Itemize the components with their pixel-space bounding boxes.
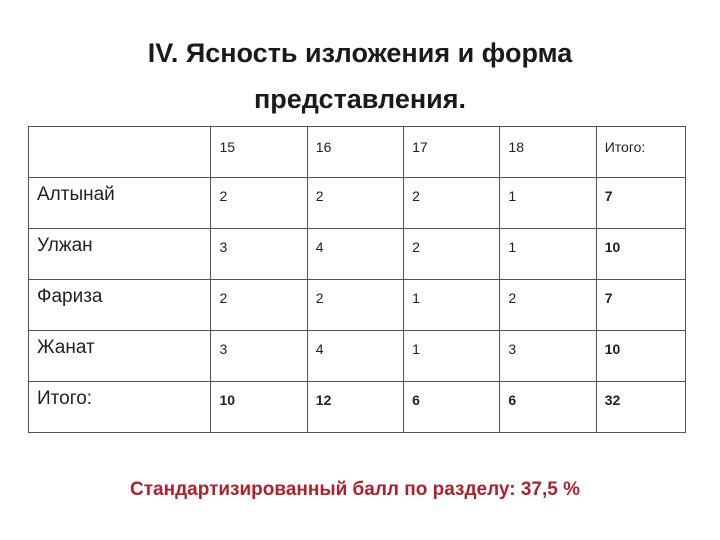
score-cell: 1	[500, 178, 596, 229]
header-cell-16: 16	[307, 127, 403, 178]
row-name-cell: Жанат	[29, 331, 211, 382]
score-cell: 1	[500, 229, 596, 280]
title-line-1: IV. Ясность изложения и форма	[147, 38, 573, 68]
table-totals-row	[29, 382, 686, 433]
score-cell: 1	[404, 280, 500, 331]
column-total-cell: 10	[211, 382, 307, 433]
row-name-cell: Фариза	[29, 280, 211, 331]
grand-total-cell: 32	[596, 382, 685, 433]
score-cell: 2	[500, 280, 596, 331]
score-cell: 3	[211, 229, 307, 280]
score-cell: 2	[404, 229, 500, 280]
column-total-cell: 6	[500, 382, 596, 433]
score-cell: 2	[211, 280, 307, 331]
header-cell-17: 17	[404, 127, 500, 178]
column-total-cell: 12	[307, 382, 403, 433]
score-cell: 2	[404, 178, 500, 229]
table-row	[29, 229, 686, 280]
score-cell: 4	[307, 229, 403, 280]
row-name-cell: Улжан	[29, 229, 211, 280]
header-cell-15: 15	[211, 127, 307, 178]
table-row	[29, 280, 686, 331]
totals-label-cell: Итого:	[29, 382, 211, 433]
score-cell: 1	[404, 331, 500, 382]
header-cell-total: Итого:	[596, 127, 685, 178]
row-total-cell: 7	[596, 280, 685, 331]
score-cell: 2	[307, 280, 403, 331]
title-line-2: представления.	[253, 84, 467, 114]
score-cell: 4	[307, 331, 403, 382]
row-total-cell: 7	[596, 178, 685, 229]
table-row	[29, 178, 686, 229]
row-name-cell: Алтынай	[29, 178, 211, 229]
score-table	[28, 126, 686, 433]
table-header-row	[29, 127, 686, 178]
score-cell: 3	[211, 331, 307, 382]
table-row	[29, 331, 686, 382]
header-cell-empty	[29, 127, 211, 178]
standardized-score-text: Стандартизированный балл по разделу: 37,5 %	[130, 479, 580, 500]
column-total-cell: 6	[404, 382, 500, 433]
row-total-cell: 10	[596, 331, 685, 382]
row-total-cell: 10	[596, 229, 685, 280]
score-cell: 3	[500, 331, 596, 382]
score-cell: 2	[211, 178, 307, 229]
score-cell: 2	[307, 178, 403, 229]
page-title	[60, 30, 660, 122]
header-cell-18: 18	[500, 127, 596, 178]
